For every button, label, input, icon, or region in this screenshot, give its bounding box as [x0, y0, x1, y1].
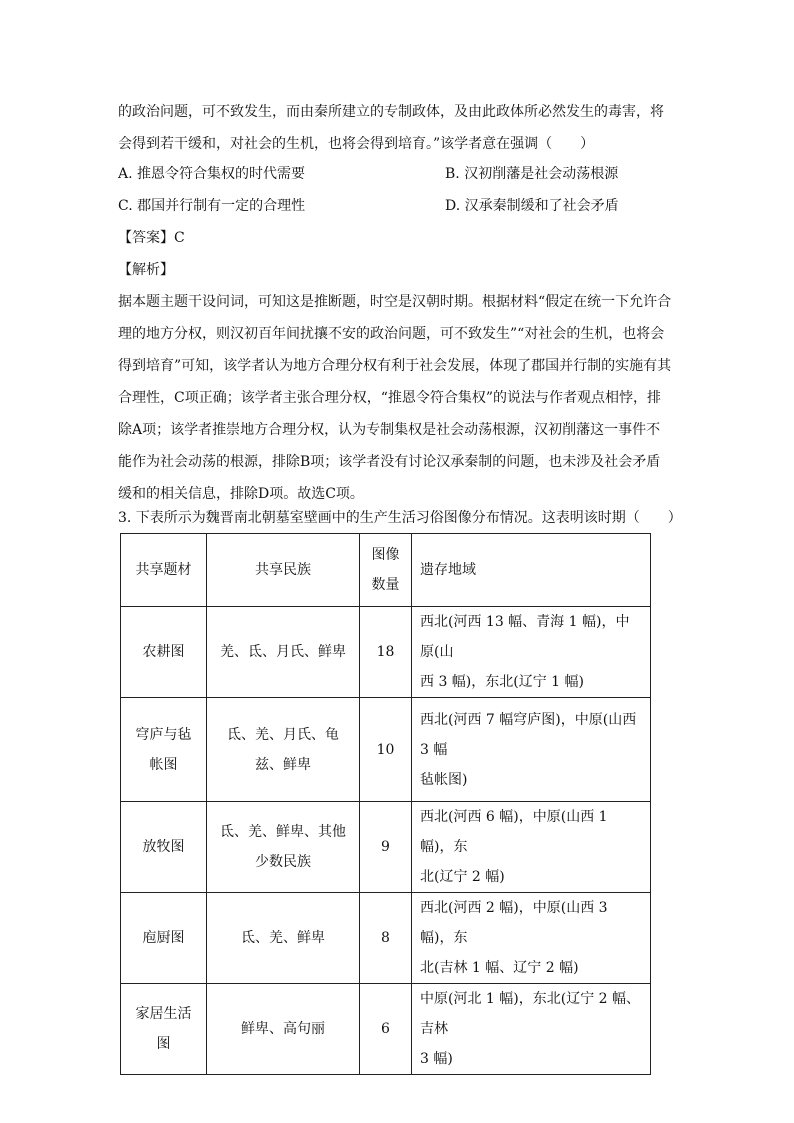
row-region: [412, 802, 651, 893]
row-topic: [121, 802, 207, 893]
row-topic: [121, 607, 207, 698]
row-ethnic-line: 兹、鲜卑: [255, 756, 311, 773]
row-topic-line: 帐图: [149, 756, 178, 773]
header-count: [360, 534, 412, 607]
row-count: 18: [360, 607, 412, 698]
header-count-line-2: 数量: [371, 577, 400, 593]
question-text-line-2: 会得到若干缓和，对社会的生机，也将会得到培育。”该学者意在强调（ ）: [118, 136, 595, 152]
row-topic-line: 图: [156, 1036, 171, 1052]
analysis-line-7: 缓和的相关信息，排除D项。故选C项。: [118, 486, 364, 502]
row-ethnic-line: 羌、氐、月氏、鲜卑: [220, 644, 346, 660]
row-count: 10: [360, 698, 412, 802]
row-ethnic-line: 氐、羌、鲜卑、其他: [220, 824, 346, 840]
row-ethnic: [207, 698, 360, 802]
row-topic-line: 穹庐与毡: [135, 726, 192, 743]
row-topic-line: 农耕图: [142, 644, 185, 660]
row-region-line: 西北(河西 7 幅穹庐图)，中原(山西 3 幅: [420, 711, 637, 758]
table-row: [121, 607, 651, 698]
row-topic: [121, 698, 207, 802]
row-ethnic-line: 少数民族: [255, 854, 311, 870]
option-a: A. 推恩令符合集权的时代需要: [118, 166, 306, 182]
answer-line: 【答案】C: [118, 230, 185, 246]
row-ethnic: [207, 607, 360, 698]
option-d: D. 汉承秦制缓和了社会矛盾: [445, 198, 619, 214]
row-ethnic-line: 氐、羌、鲜卑: [241, 930, 325, 946]
row-region: [412, 893, 651, 984]
row-region-line: 中原(河北 1 幅)，东北(辽宁 2 幅、吉林: [420, 991, 641, 1037]
row-topic: [121, 893, 207, 984]
row-region: [412, 698, 651, 802]
header-count-line-1: 图像: [371, 547, 400, 563]
option-c: C. 郡国并行制有一定的合理性: [118, 198, 306, 214]
row-ethnic-line: 鲜卑、高句丽: [241, 1021, 325, 1037]
option-b: B. 汉初削藩是社会动荡根源: [445, 166, 619, 182]
header-region: 遗存地域: [412, 534, 651, 607]
row-count: 8: [360, 893, 412, 984]
row-topic-line: 庖厨图: [142, 930, 185, 946]
row-region-line: 3 幅): [420, 1051, 453, 1067]
table-row: [121, 698, 651, 802]
row-region-line: 西 3 幅)，东北(辽宁 1 幅): [420, 674, 585, 690]
row-region-line: 西北(河西 2 幅)，中原(山西 3 幅)，东: [420, 900, 608, 946]
analysis-line-3: 得到培育”可知，该学者认为地方合理分权有利于社会发展，体现了郡国并行制的实施有其: [118, 358, 672, 374]
analysis-line-6: 能作为社会动荡的根源，排除B项；该学者没有讨论汉承秦制的问题，也未涉及社会矛盾: [118, 454, 661, 470]
row-count: 9: [360, 802, 412, 893]
row-topic: [121, 984, 207, 1075]
row-region: [412, 984, 651, 1075]
row-count: 6: [360, 984, 412, 1075]
table-row: [121, 893, 651, 984]
analysis-line-1: 据本题主题干设问词，可知这是推断题，时空是汉朝时期。根据材料“假定在统一下允许合: [118, 294, 672, 310]
analysis-title: 【解析】: [118, 262, 174, 278]
analysis-line-2: 理的地方分权，则汉初百年间扰攘不安的政治问题，可不致发生”“对社会的生机，也将会: [118, 326, 665, 342]
row-ethnic: [207, 802, 360, 893]
table-row: [121, 802, 651, 893]
row-region: [412, 607, 651, 698]
row-region-line: 北(辽宁 2 幅): [420, 869, 505, 885]
row-region-line: 北(吉林 1 幅、辽宁 2 幅): [420, 960, 579, 976]
row-ethnic: [207, 984, 360, 1075]
row-ethnic: [207, 893, 360, 984]
row-topic-line: 放牧图: [142, 839, 185, 855]
table-row: [121, 984, 651, 1075]
row-ethnic-line: 氐、羌、月氏、龟: [227, 726, 339, 743]
row-topic-line: 家居生活: [135, 1006, 192, 1022]
question-3-stem: 3. 下表所示为魏晋南北朝墓室壁画中的生产生活习俗图像分布情况。这表明该时期（ ）: [118, 510, 682, 526]
question-text-line-1: 的政治问题，可不致发生，而由秦所建立的专制政体，及由此政体所必然发生的毒害，将: [118, 104, 664, 120]
row-region-line: 西北(河西 6 幅)，中原(山西 1 幅)，东: [420, 809, 608, 855]
row-region-line: 毡帐图): [420, 771, 468, 788]
header-ethnic: 共享民族: [207, 534, 360, 607]
header-topic: 共享题材: [121, 534, 207, 607]
row-region-line: 西北(河西 13 幅、青海 1 幅)，中原(山: [420, 614, 630, 660]
table-header-row: [121, 534, 651, 607]
mural-distribution-table: [120, 533, 651, 1075]
analysis-line-5: 除A项；该学者推崇地方合理分权，认为专制集权是社会动荡根源，汉初削藩这一事件不: [118, 422, 661, 438]
analysis-line-4: 合理性，C项正确；该学者主张合理分权，“推恩令符合集权”的说法与作者观点相悖，排: [118, 390, 662, 406]
